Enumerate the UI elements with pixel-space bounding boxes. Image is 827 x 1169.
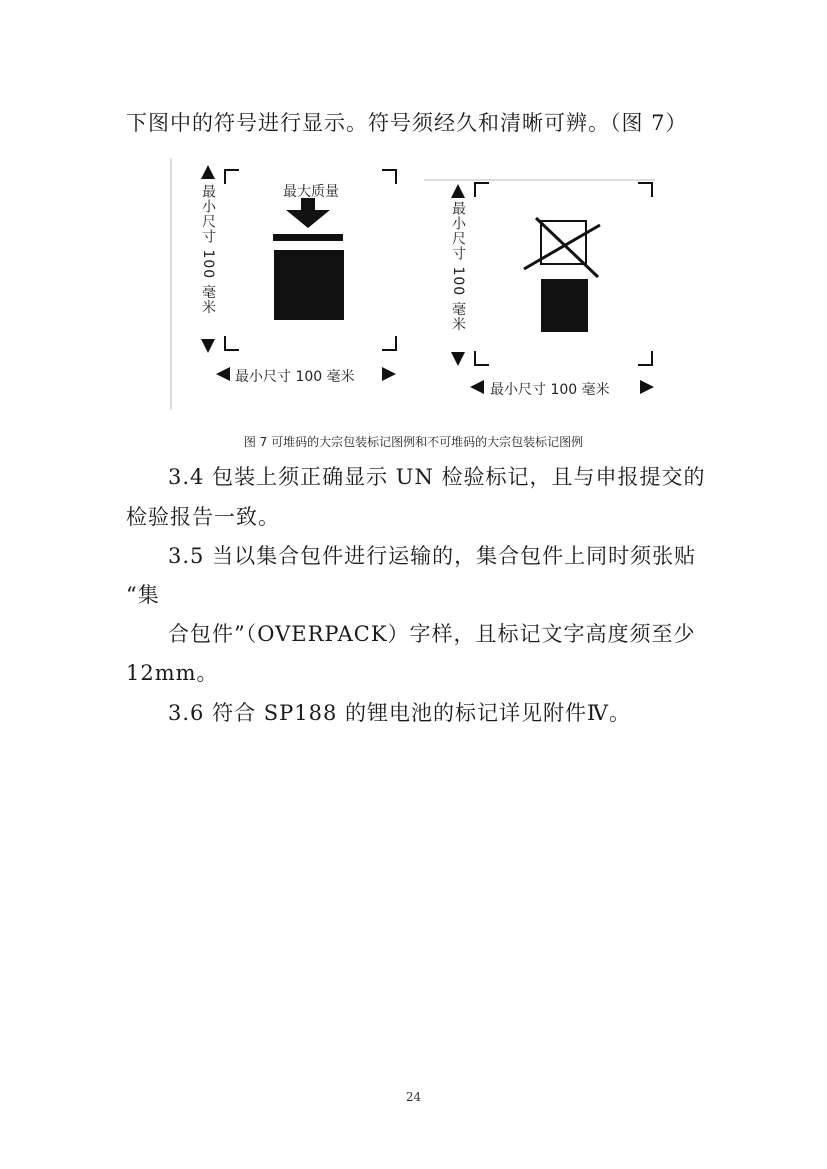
stackable-mark-figure — [168, 158, 413, 410]
intro-paragraph: 下图中的符号进行显示。符号须经久和清晰可辨。（图 7） — [126, 111, 688, 135]
paragraph-3-5-line-4: 12mm。 — [126, 661, 219, 685]
vertical-dimension-label: 最小尺寸 100 毫米 — [450, 201, 466, 332]
non-stackable-mark-figure — [424, 173, 664, 409]
horizontal-dimension-label: 最小尺寸 100 毫米 — [490, 382, 610, 398]
paragraph-3-5-line-3: 合包件”（OVERPACK）字样，且标记文字高度须至少 — [168, 622, 696, 646]
paragraph-3-6: 3.6 符合 SP188 的锂电池的标记详见附件Ⅳ。 — [168, 701, 631, 725]
vertical-dimension-label: 最小尺寸 100 毫米 — [200, 184, 216, 315]
figure-caption: 图 7 可堆码的大宗包装标记图例和不可堆码的大宗包装标记图例 — [243, 435, 584, 449]
horizontal-dimension-label: 最小尺寸 100 毫米 — [235, 369, 355, 385]
paragraph-3-4-line-1: 3.4 包装上须正确显示 UN 检验标记，且与申报提交的 — [168, 465, 706, 489]
paragraph-3-4-line-2: 检验报告一致。 — [126, 505, 280, 529]
page-number: 24 — [405, 1090, 422, 1104]
paragraph-3-5-line-1: 3.5 当以集合包件进行运输的，集合包件上同时须张贴 — [168, 544, 697, 568]
paragraph-3-5-line-2: “集 — [126, 583, 160, 607]
max-mass-label: 最大质量 — [283, 184, 339, 200]
